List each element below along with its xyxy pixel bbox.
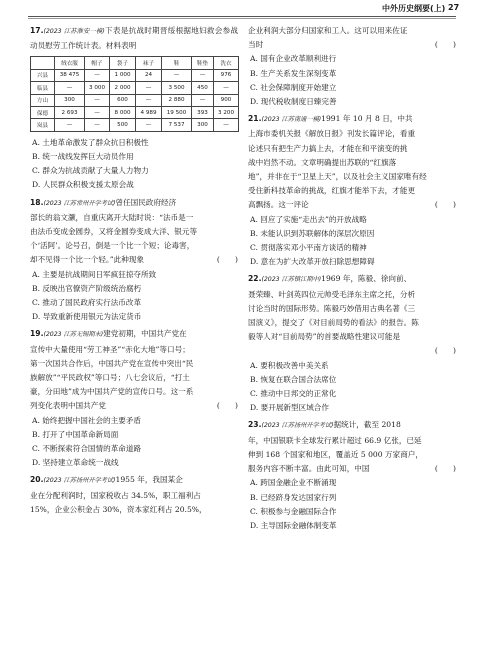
question-stem-line: 1991 年 10 月 8 日，中共 <box>321 114 413 124</box>
table-row <box>31 106 239 118</box>
page-number: 27 <box>448 3 460 12</box>
question-17 <box>30 24 238 193</box>
table-cell: 8 000 <box>110 106 136 118</box>
table-cell: 19 500 <box>162 106 192 118</box>
header-rule <box>28 16 456 17</box>
question-stem-line: 1955 年，我国某企 <box>115 475 183 485</box>
question-stem-line: 列变化表明中国共产党 <box>30 401 106 411</box>
question-stem-line: 战中岿然不动。文章明确提出苏联的“红旗落 <box>248 157 397 167</box>
question-stem-line: 第一次国共合作后，中国共产党在宣传中突出“民 <box>30 358 194 368</box>
table-header-cell <box>31 57 55 69</box>
answer-option: D. 人民群众积极支援太原会战 <box>32 180 134 190</box>
question-stem-line: 建党初期，中国共产党在 <box>103 329 187 339</box>
table-cell: 300 <box>55 94 85 106</box>
table-header-cell: 洗衣 <box>214 57 239 69</box>
table-cell: 38 475 <box>55 69 85 81</box>
answer-blank: ( ) <box>434 464 456 474</box>
answer-option: D. 主导国际金融体制变革 <box>250 520 337 530</box>
table-cell: — <box>192 94 214 106</box>
answer-option: B. 未能认识到苏联解体的深层次原因 <box>250 228 375 238</box>
answer-option: C. 贯彻落实邓小平南方谈话的精神 <box>250 243 367 253</box>
table-cell: 4 989 <box>136 106 162 118</box>
answer-option: D. 意在为扩大改革开放扫除思想障碍 <box>250 257 375 267</box>
question-stem-line: 个‘活阿’。论号召，倒是一个比一个短；论毒害， <box>30 241 195 251</box>
question-stem-line: 年，中国银联卡全球发行累计超过 66.9 亿张，已延 <box>248 435 422 445</box>
table-cell: — <box>214 82 239 94</box>
answer-option: C. 推动了国民政府实行法币改革 <box>32 297 142 307</box>
table-cell: — <box>85 106 110 118</box>
table-cell: — <box>55 82 85 94</box>
mobilization-table <box>30 56 239 131</box>
question-18 <box>30 196 238 325</box>
table-cell: 兴县 <box>31 69 55 81</box>
question-stem-line: 1969 年，陈毅、徐向前、 <box>321 274 412 284</box>
table-cell: 3 500 <box>162 82 192 94</box>
question-number: 23. <box>248 420 262 430</box>
question-stem-line: 豪，分田地”成为中国共产党的宣传口号。这一系 <box>30 387 194 397</box>
table-cell: 450 <box>192 82 214 94</box>
question-source: (2023 江苏无锡期末) <box>43 331 104 339</box>
answer-option: D. 要开展新型区域合作 <box>250 403 329 413</box>
table-cell: 24 <box>136 69 162 81</box>
answer-option: B. 统一战线发挥巨大动员作用 <box>32 151 134 161</box>
table-row <box>31 94 239 106</box>
question-source: (2023 江苏扬州开学考试) <box>261 422 334 430</box>
table-cell: — <box>85 69 110 81</box>
table-cell: — <box>162 69 192 81</box>
answer-option: C. 推动中日邦交的正常化 <box>250 389 337 399</box>
question-stem-line: 地”，并非在于“卫星上天”，以及社会主义国家唯有经 <box>248 172 427 182</box>
question-stem-line: 宣传中大量使用“劳工神圣”“赤化大地”等口号； <box>30 344 190 354</box>
table-cell: 2 880 <box>162 94 192 106</box>
table-cell: 2 000 <box>110 82 136 94</box>
table-cell: — <box>55 119 85 131</box>
question-20-continued <box>248 24 456 109</box>
question-stem-line: 讨论当时的国际形势。陈毅巧妙借用古典名著《三 <box>248 303 416 313</box>
table-cell: 岚县 <box>31 119 55 131</box>
answer-blank: ( ) <box>434 346 456 356</box>
table-cell: 500 <box>110 119 136 131</box>
table-header-cell: 帽子 <box>85 57 110 69</box>
question-stem-line: 当时 <box>248 40 264 50</box>
question-stem-line: 据统计，截至 2018 <box>333 420 401 430</box>
table-cell: 300 <box>192 119 214 131</box>
table-cell: 2 693 <box>55 106 85 118</box>
answer-blank: ( ) <box>434 200 456 210</box>
question-stem-line: 却不见得一个比一个轻。”此种现象 <box>30 255 144 265</box>
left-column <box>30 24 238 517</box>
book-title: 中外历史纲要(上) <box>382 4 446 13</box>
question-stem-line: 上海市委机关报《解放日报》刊发长篇评论，看重 <box>248 129 416 139</box>
table-cell: 393 <box>192 106 214 118</box>
table-cell: 7 537 <box>162 119 192 131</box>
question-stem-line: 族解放”“平民政权”等口号；八七会议后，“打土 <box>30 373 190 382</box>
question-stem-line: 论述只有把生产力搞上去，才能在和平演变的挑 <box>248 143 408 153</box>
table-cell: 方山 <box>31 94 55 106</box>
answer-option: D. 导致重新使用银元为法定货币 <box>32 312 142 322</box>
question-number: 17. <box>30 26 44 35</box>
question-stem-line: 曾任国民政府经济 <box>115 197 177 207</box>
table-header-cell: 袋子 <box>110 57 136 69</box>
answer-option: D. 坚持建立革命统一战线 <box>32 458 119 468</box>
table-row <box>31 82 239 94</box>
question-stem-line: 15%，企业公积金占 30%，资本家红利占 20.5%， <box>30 504 207 514</box>
answer-option: B. 打开了中国革命新局面 <box>32 429 119 439</box>
table-cell: 临县 <box>31 82 55 94</box>
table-cell: — <box>136 94 162 106</box>
table-header-cell: 鞋 <box>162 57 192 69</box>
question-stem-line: 聂荣臻、叶剑英四位元帅受毛泽东主席之托，分析 <box>248 289 416 299</box>
answer-option: B. 反映出官僚资产阶级统治腐朽 <box>32 283 142 293</box>
answer-option: A. 始终把握中国社会的主要矛盾 <box>32 415 142 425</box>
question-23 <box>248 418 456 533</box>
question-21 <box>248 112 456 269</box>
question-stem-line: 伸到 168 个国家和地区，覆盖近 5 000 万家商户， <box>248 449 423 459</box>
question-number: 19. <box>30 329 44 339</box>
question-source: (2023 江苏常州开学考试) <box>43 199 116 207</box>
question-stem: 下表是抗战时期晋绥根据地妇救会参战动员慰劳工作统计表。材料表明 <box>30 26 238 51</box>
table-header-cell: 袜子 <box>136 57 162 69</box>
question-number: 20. <box>30 475 44 485</box>
question-stem-line: 由法币变成金圆券，又将金圆券变成大洋、银元等 <box>30 226 198 236</box>
page-header <box>0 0 480 22</box>
answer-option: A. 回应了实施“走出去”的开放战略 <box>250 214 367 224</box>
table-header-cell: 鞋垫 <box>192 57 214 69</box>
table-cell: — <box>85 94 110 106</box>
question-stem-line: 受住新科技革命的挑战，红旗才能举下去，才能更 <box>248 186 416 196</box>
question-stem-line: 业在分配利润时，国家税收占 34.5%，职工福利占 <box>30 490 201 500</box>
answer-blank: ( ) <box>434 40 456 50</box>
table-row <box>31 119 239 131</box>
table-cell: — <box>192 69 214 81</box>
question-stem-line: 高飘扬。这一评论 <box>248 200 309 210</box>
answer-option: A. 国有企业改革顺利进行 <box>250 54 337 64</box>
table-cell: 976 <box>214 69 239 81</box>
question-22 <box>248 272 456 415</box>
answer-option: C. 社会保障制度开始建立 <box>250 82 337 92</box>
question-number: 21. <box>248 114 262 124</box>
answer-option: B. 已经跻身发达国家行列 <box>250 492 337 502</box>
question-number: 18. <box>30 197 44 207</box>
answer-option: A. 跨国金融企业不断涌现 <box>250 478 337 488</box>
answer-option: C. 积极参与金融国际合作 <box>250 506 337 516</box>
table-row <box>31 69 239 81</box>
answer-blank: ( ) <box>216 255 238 265</box>
answer-option: B. 恢复在联合国合法席位 <box>250 374 337 384</box>
question-stem-line: 企业利润大部分归国家和工人。这可以用来佐证 <box>248 26 408 35</box>
question-source: (2023 江苏镇江期中) <box>261 276 322 284</box>
question-stem-line: 部长的翁文灏，自重庆离开大陆时说：“法币是一 <box>30 212 194 222</box>
table-cell: 600 <box>110 94 136 106</box>
table-cell: 3 000 <box>85 82 110 94</box>
question-source: (2023 江苏南通一模) <box>261 116 322 124</box>
table-header-cell: 绒衣服 <box>55 57 85 69</box>
answer-option: A. 主要是抗战期间日军疯狂掠夺所致 <box>32 269 157 279</box>
table-cell: 3 200 <box>214 106 239 118</box>
table-header-row <box>31 57 239 69</box>
table-cell: — <box>136 82 162 94</box>
answer-option: A. 土地革命激发了群众抗日积极性 <box>32 137 149 147</box>
table-cell: 保德 <box>31 106 55 118</box>
answer-option: B. 生产关系发生深刻变革 <box>250 68 337 78</box>
table-cell: — <box>85 119 110 131</box>
table-cell: 900 <box>214 94 239 106</box>
table-cell: — <box>136 119 162 131</box>
question-stem-line: 毅等人对“目前局势”的首要战略性建议可能是 <box>248 332 401 342</box>
question-source: (2023 江苏扬州开学考试) <box>43 477 116 485</box>
right-column <box>248 24 456 533</box>
question-stem-line: 服务内容不断丰富。由此可知，中国 <box>248 464 370 474</box>
answer-option: C. 群众为抗战贡献了大量人力物力 <box>32 166 149 176</box>
question-number: 22. <box>248 274 262 284</box>
question-stem-line: 国演义》，提交了《对目前局势的看法》的报告。陈 <box>248 318 419 328</box>
answer-option: C. 不断探索符合国情的革命道路 <box>32 444 142 454</box>
table-cell: 1 000 <box>110 69 136 81</box>
answer-option: A. 要积极改善中美关系 <box>250 360 329 370</box>
question-source: (2023 江苏淮安一模) <box>43 28 105 35</box>
table-cell: — <box>214 119 239 131</box>
answer-option: D. 现代税收制度日臻完善 <box>250 97 337 107</box>
question-19 <box>30 327 238 470</box>
header-rule-thin <box>28 18 456 19</box>
question-20 <box>30 473 238 517</box>
answer-blank: ( ) <box>216 401 238 411</box>
